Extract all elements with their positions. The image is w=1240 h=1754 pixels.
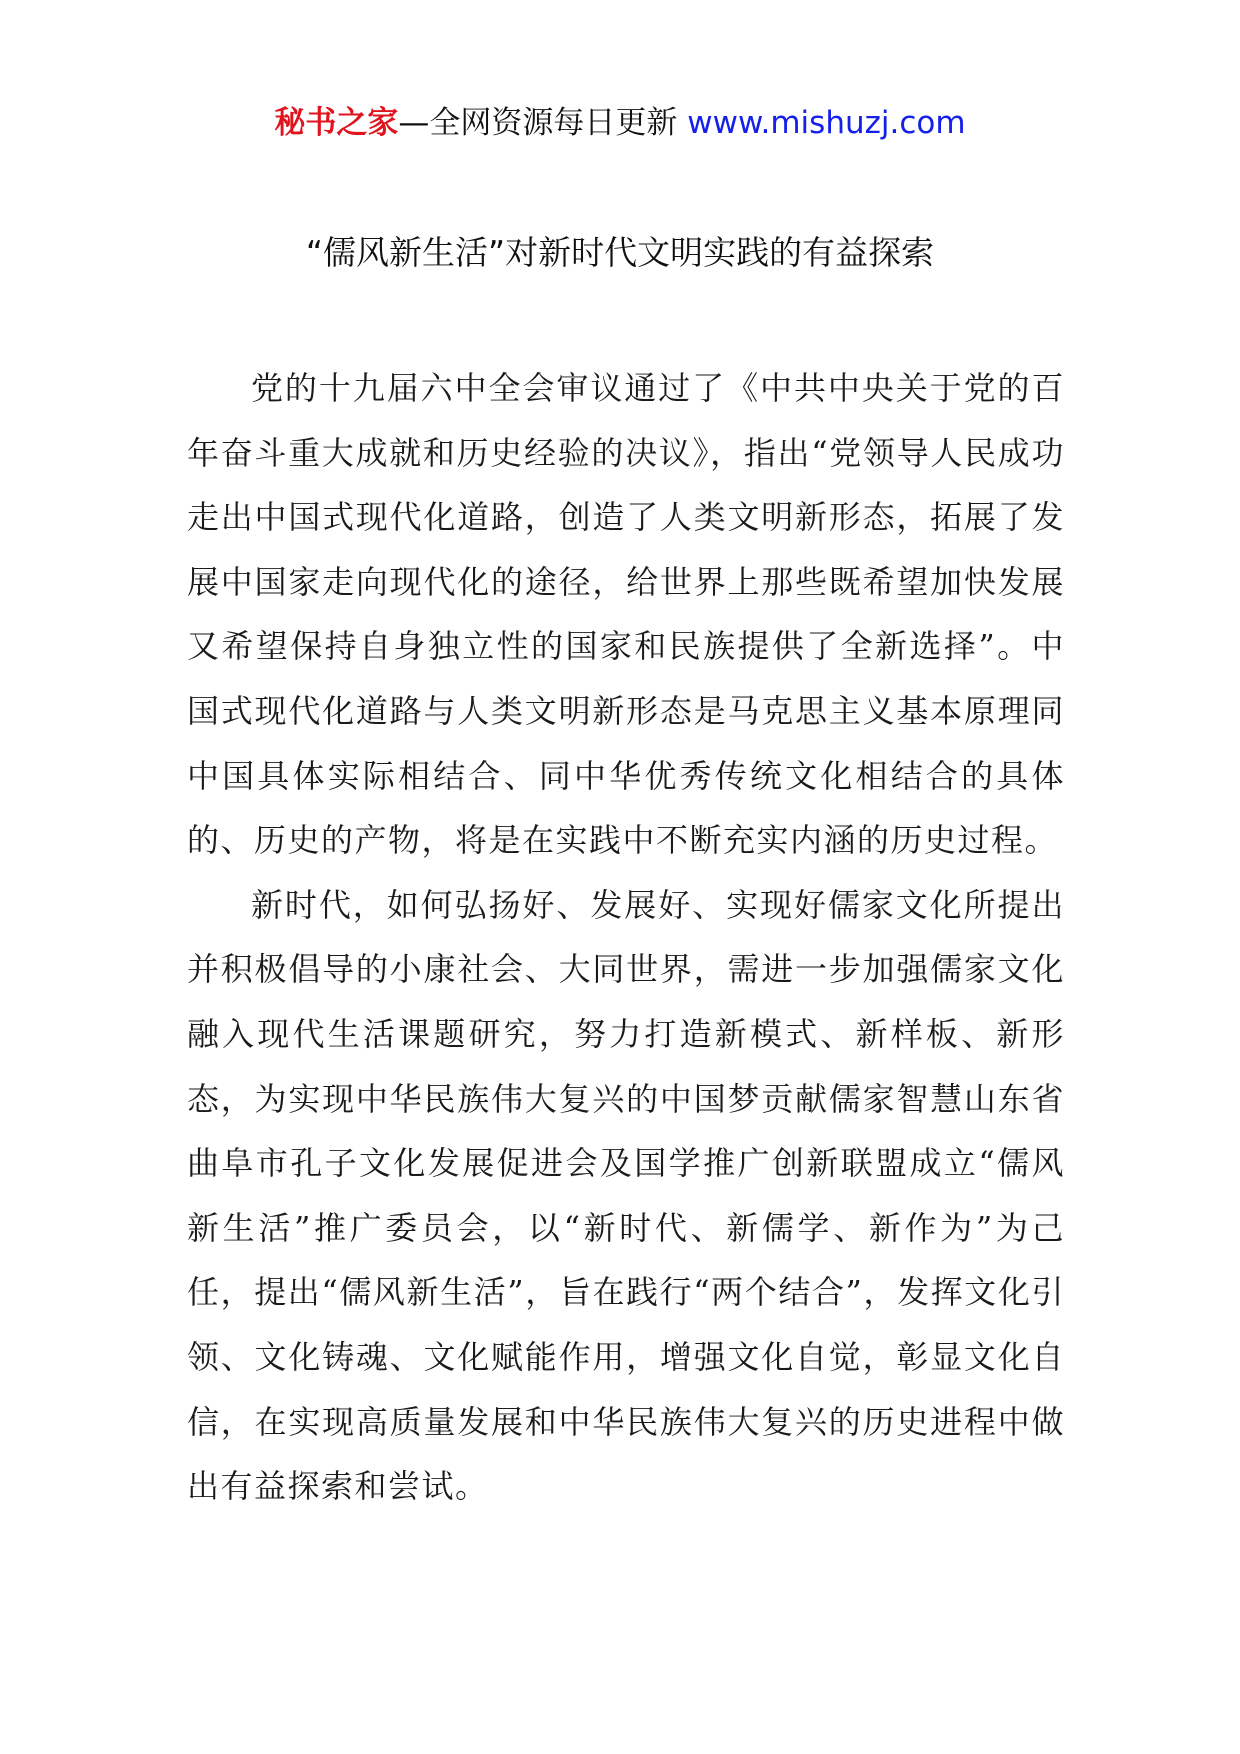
document-title: “儒风新生活”对新时代文明实践的有益探索 <box>305 233 935 272</box>
site-tagline: —全网资源每日更新 <box>398 105 678 141</box>
paragraph: 党的十九届六中全会审议通过了《中共中央关于党的百年奋斗重大成就和历史经验的决议》，指出“党领导人民成功走出中国式现代化道路，创造了人类文明新形态，拓展了发展中国家走向现代化的途径，给世界上那些既希望加快发展又希望保持自身独立性的国家和民族提供了全新选择”。中国式现代化道路与人类文明新形态是马克思主义基本原理同中国具体实际相结合、同中华优秀传统文化相结合的具体的、历史的产物，将是在实践中不断充实内涵的历史过程。 <box>187 369 1065 860</box>
document-body <box>187 356 1065 1519</box>
site-brand: 秘书之家 <box>274 105 399 141</box>
paragraph: 新时代，如何弘扬好、发展好、实现好儒家文化所提出并积极倡导的小康社会、大同世界，需进一步加强儒家文化融入现代生活课题研究，努力打造新模式、新样板、新形态，为实现中华民族伟大复兴的中国梦贡献儒家智慧山东省曲阜市孔子文化发展促进会及国学推广创新联盟成立“儒风新生活”推广委员会，以“新时代、新儒学、新作为”为己任，提出“儒风新生活”，旨在践行“两个结合”，发挥文化引领、文化铸魂、文化赋能作用，增强文化自觉，彰显文化自信，在实现高质量发展和中华民族伟大复兴的历史进程中做出有益探索和尝试。 <box>187 885 1065 1506</box>
site-header <box>0 98 1240 148</box>
site-url-link[interactable]: www.mishuzj.com <box>687 105 966 141</box>
